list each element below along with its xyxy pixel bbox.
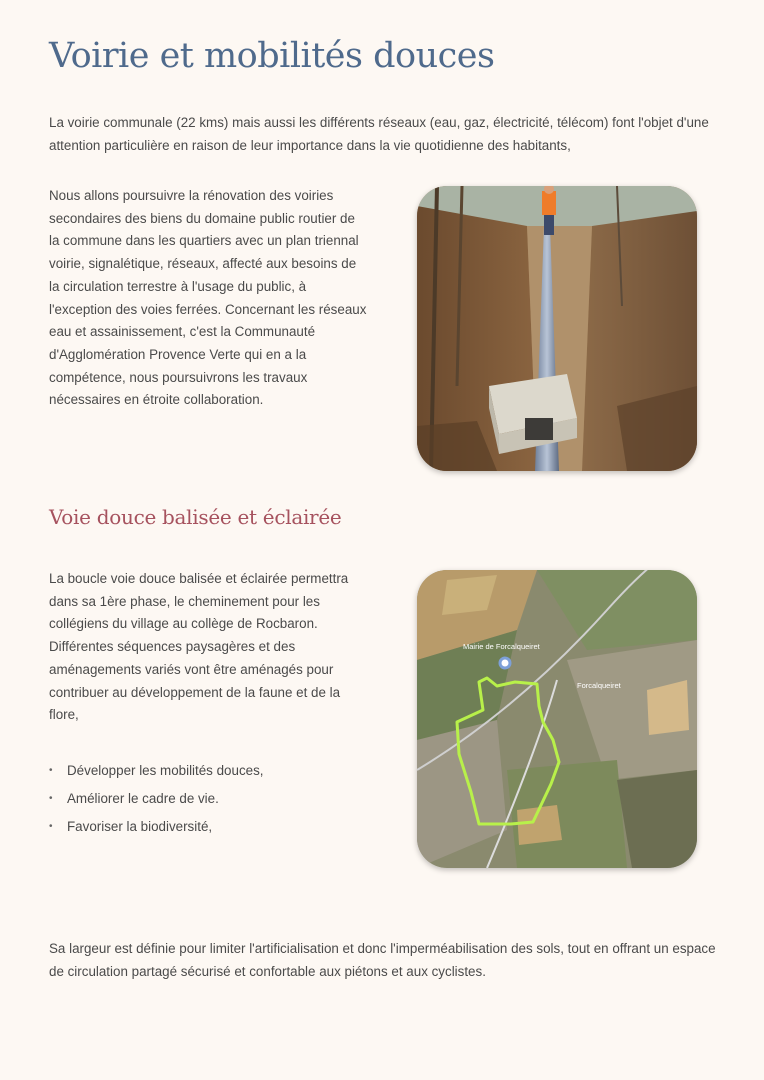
objectives-list <box>49 760 264 844</box>
road-renovation-paragraph: Nous allons poursuivre la rénovation des voiries secondaires des biens du domaine public routier de la commune dans les quartiers avec un plan triennal voirie, signalétique, réseaux, affecté aux besoins de la circulation terrestre à l'usage du public, à l'exception des voies ferrées. Concernant les réseaux eau et assainissement, c'est la Communauté d'Agglomération Provence Verte qui en a la compétence, nous poursuivrons les travaux nécessaires en étroite collaboration. <box>49 188 367 408</box>
bullet-icon: • <box>49 765 53 776</box>
bullet-icon: • <box>49 821 53 832</box>
list-item: • Favoriser la biodiversité, <box>49 816 264 844</box>
section-subtitle: Voie douce balisée et éclairée <box>49 505 342 529</box>
map-label-mairie: Mairie de Forcalqueiret <box>463 642 540 651</box>
aerial-map-image <box>417 570 697 868</box>
outro-paragraph: Sa largeur est définie pour limiter l'artificialisation et donc l'imperméabilisation des sols, tout en offrant un espace de circulation partagé sécurisé et confortable aux piétons et aux cyclistes. <box>49 941 716 979</box>
page-title: Voirie et mobilités douces <box>49 36 495 76</box>
pipe-trench-photo <box>417 186 697 471</box>
map-label-town: Forcalqueiret <box>577 681 621 690</box>
soft-path-paragraph: La boucle voie douce balisée et éclairée permettra dans sa 1ère phase, le cheminement pour les collégiens du village au collège de Rocbaron. Différentes séquences paysagères et des aménagements variés vont être aménagés pour contribuer au développement de la faune et de la flore, <box>49 571 349 723</box>
bullet-icon: • <box>49 793 53 804</box>
intro-paragraph: La voirie communale (22 kms) mais aussi les différents réseaux (eau, gaz, électricité, télécom) font l'objet d'une attention particulière en raison de leur importance dans la vie quotidienne des habitants, <box>49 115 709 153</box>
list-item: • Développer les mobilités douces, <box>49 760 264 788</box>
list-item: • Améliorer le cadre de vie. <box>49 788 264 816</box>
